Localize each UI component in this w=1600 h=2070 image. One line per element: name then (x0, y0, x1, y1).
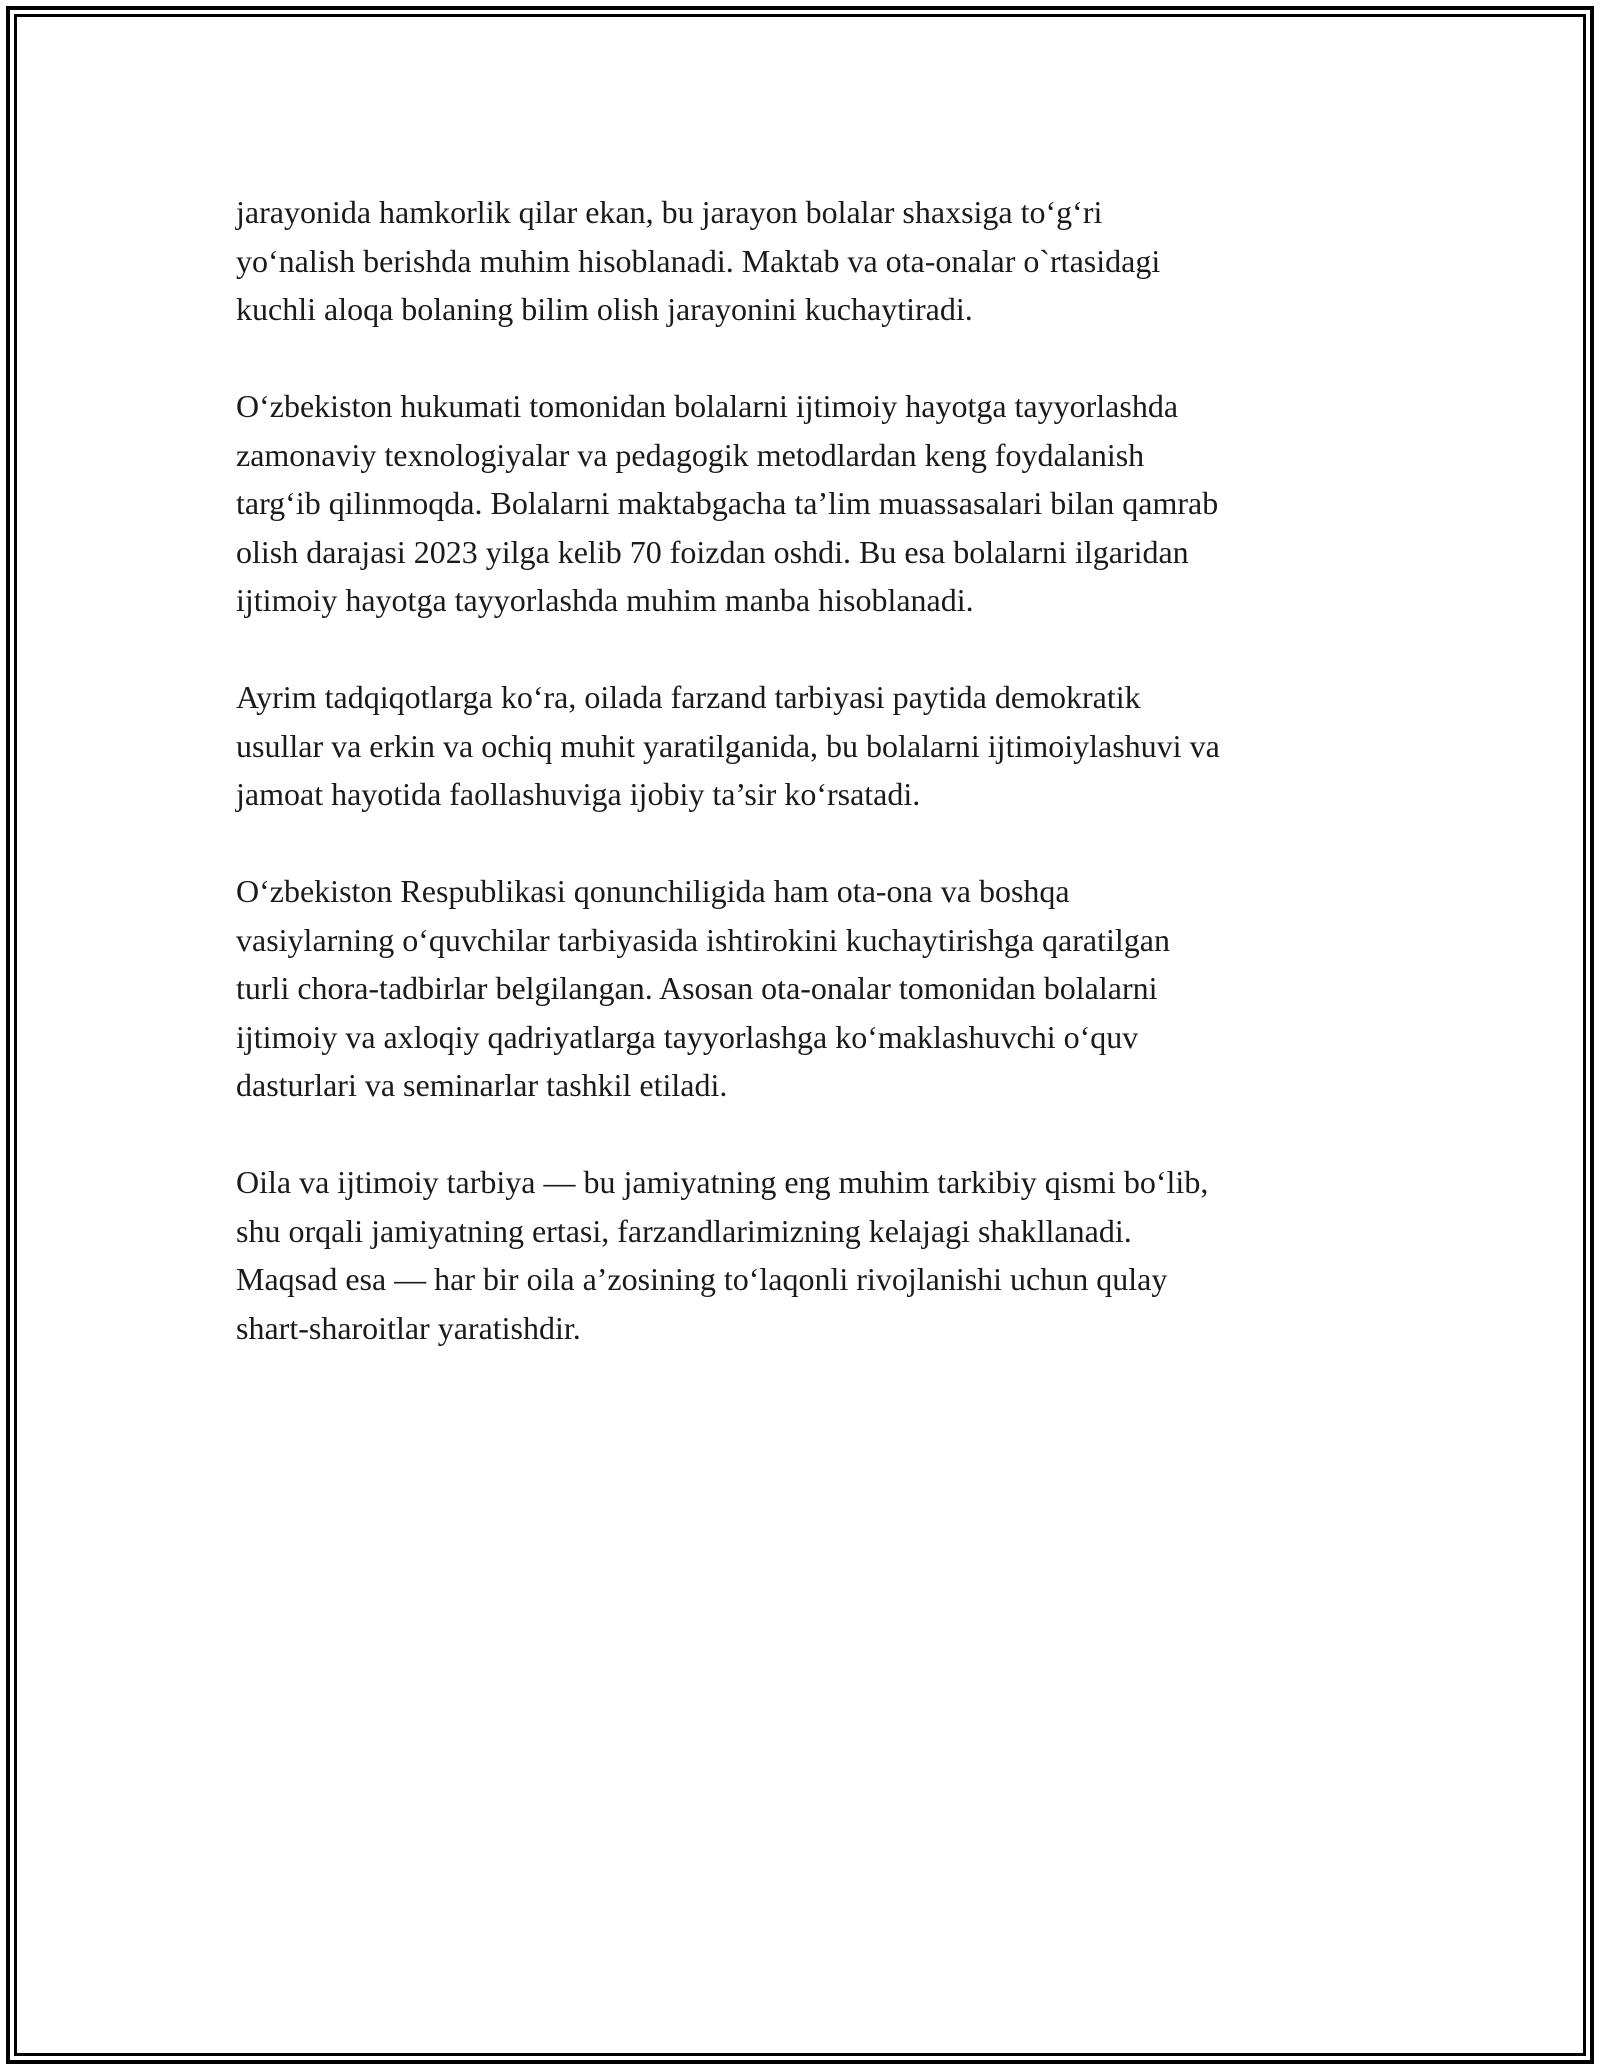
text-line: Ayrim tadqiqotlarga ko‘ra, oilada farzand tarbiyasi paytida demokratik (236, 679, 1141, 715)
paragraph (236, 1158, 1386, 1352)
paragraph (236, 382, 1386, 625)
text-line: olish darajasi 2023 yilga kelib 70 foizdan oshdi. Bu esa bolalarni ilgaridan (236, 533, 1189, 570)
document-body (236, 188, 1386, 1401)
text-line: Maqsad esa — har bir oila a’zosining to‘laqonli rivojlanishi uchun qulay (236, 1261, 1168, 1297)
text-line: O‘zbekiston Respublikasi qonunchiligida ham ota-ona va boshqa (236, 873, 1070, 909)
text-line: targ‘ib qilinmoqda. Bolalarni maktabgacha ta’lim muassasalari bilan qamrab (236, 485, 1219, 521)
text-line: kuchli aloqa bolaning bilim olish jarayonini kuchaytiradi. (236, 291, 973, 327)
text-line: shu orqali jamiyatning ertasi, farzandlarimizning kelajagi shakllanadi. (236, 1212, 1132, 1249)
text-line: yo‘nalish berishda muhim hisoblanadi. Maktab va ota-onalar o`rtasidagi (236, 242, 1161, 279)
text-line: dasturlari va seminarlar tashkil etiladi. (236, 1067, 728, 1103)
text-line: jarayonida hamkorlik qilar ekan, bu jarayon bolalar shaxsiga to‘g‘ri (236, 194, 1103, 230)
text-line: vasiylarning o‘quvchilar tarbiyasida ishtirokini kuchaytirishga qaratilgan (236, 921, 1170, 958)
text-line: turli chora-tadbirlar belgilangan. Asosan ota-onalar tomonidan bolalarni (236, 970, 1158, 1006)
paragraph (236, 188, 1386, 334)
paragraph (236, 673, 1386, 819)
text-line: ijtimoiy hayotga tayyorlashda muhim manba hisoblanadi. (236, 582, 974, 618)
text-line: zamonaviy texnologiyalar va pedagogik metodlardan keng foydalanish (236, 436, 1145, 473)
text-line: usullar va erkin va ochiq muhit yaratilganida, bu bolalarni ijtimoiylashuvi va (236, 727, 1220, 764)
text-line: Oila va ijtimoiy tarbiya — bu jamiyatning eng muhim tarkibiy qismi bo‘lib, (236, 1164, 1209, 1200)
text-line: shart-sharoitlar yaratishdir. (236, 1309, 581, 1346)
text-line: jamoat hayotida faollashuviga ijobiy ta’sir ko‘rsatadi. (236, 776, 921, 812)
paragraph (236, 867, 1386, 1110)
text-line: O‘zbekiston hukumati tomonidan bolalarni ijtimoiy hayotga tayyorlashda (236, 388, 1179, 424)
text-line: ijtimoiy va axloqiy qadriyatlarga tayyorlashga ko‘maklashuvchi o‘quv (236, 1018, 1139, 1055)
